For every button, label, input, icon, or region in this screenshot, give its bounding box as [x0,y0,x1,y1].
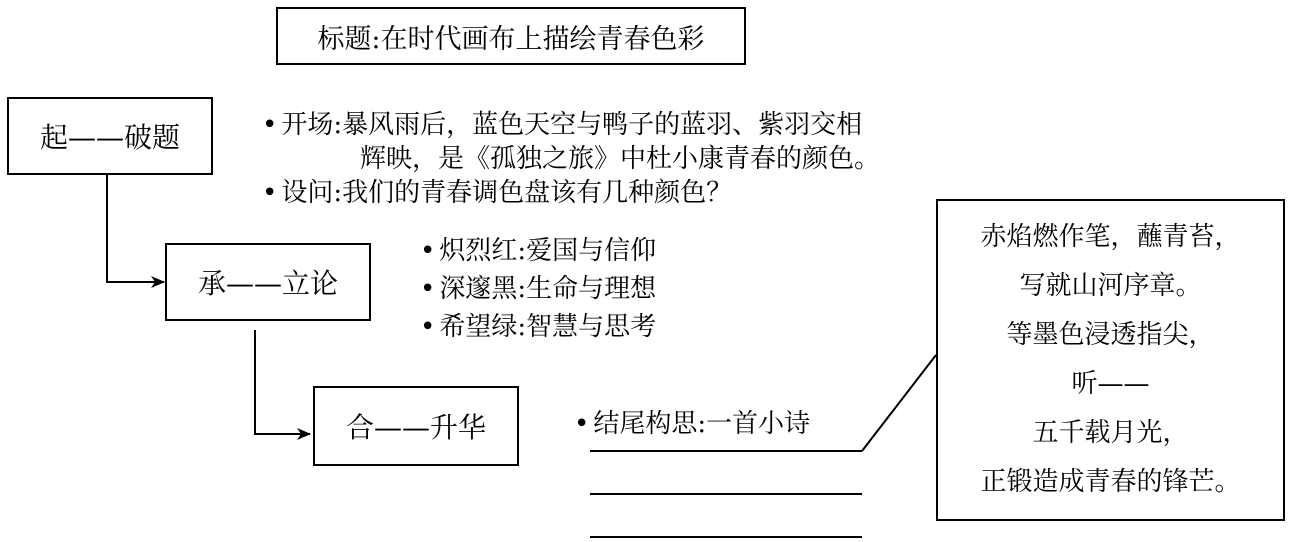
poem-line-6: 正锻造成青春的锋芒。 [980,467,1241,497]
bullet: • [262,110,278,140]
bullet: • [574,409,590,439]
poem-box [936,199,1285,521]
color-item-green [420,310,656,344]
arrow-cheng-to-he [255,330,310,434]
step-label-qi: 起——破题 [39,121,180,154]
title-text: 标题:在时代画布上描绘青春色彩 [317,23,705,55]
color-item-red [420,234,656,268]
step-box-cheng [165,243,371,321]
opening-text-1: 开场:暴风雨后，蓝色天空与鸭子的蓝羽、紫羽交相 [281,110,863,140]
poem-line-3: 等墨色浸透指尖， [1006,320,1215,350]
step-label-he: 合——升华 [345,411,486,444]
step-box-qi [7,97,213,175]
color-text-red: 炽烈红:爱国与信仰 [439,236,657,266]
question-line [262,176,732,210]
opening-line-1 [262,108,862,142]
color-text-green: 希望绿:智慧与思考 [439,312,657,342]
bullet: • [262,178,278,208]
opening-text-2: 辉映，是《孤独之旅》中杜小康青春的颜色。 [360,144,881,174]
ending-line [574,407,810,441]
poem-line-1: 赤焰燃作笔，蘸青苔， [980,222,1241,252]
poem-line-5: 五千载月光， [1032,418,1189,448]
opening-line-2 [360,142,880,176]
poem-line-2: 写就山河序章。 [1019,271,1202,301]
step-box-he [313,386,519,466]
arrow-qi-to-cheng [107,174,164,282]
bullet: • [420,274,436,304]
color-item-black [420,272,656,306]
title-box [276,7,746,65]
ending-text: 结尾构思:一首小诗 [593,409,811,439]
poem-connector-line [862,355,936,451]
question-text: 设问:我们的青春调色盘该有几种颜色？ [281,178,733,208]
bullet: • [420,312,436,342]
poem-line-4: 听—— [1071,369,1150,399]
color-text-black: 深邃黑:生命与理想 [439,274,657,304]
step-label-cheng: 承——立论 [197,267,338,300]
bullet: • [420,236,436,266]
